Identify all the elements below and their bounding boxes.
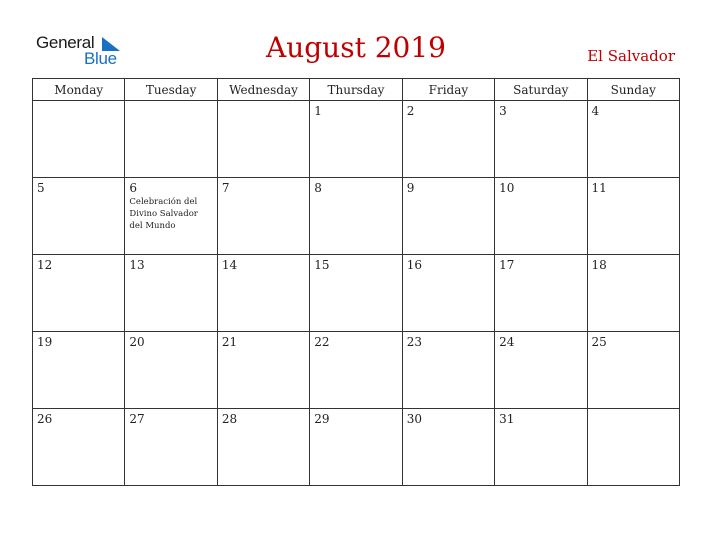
day-cell: [402, 409, 494, 486]
day-number: 10: [499, 181, 515, 195]
logo-text-blue: Blue: [84, 49, 117, 68]
day-cell: [33, 255, 125, 332]
day-number: 14: [221, 258, 238, 272]
day-cell: [310, 409, 402, 486]
week-row: [33, 255, 680, 332]
day-number: 12: [37, 258, 53, 272]
day-cell: [587, 255, 679, 332]
day-number: 24: [499, 335, 515, 349]
weekday-header: Friday: [402, 79, 494, 101]
day-cell: [217, 255, 309, 332]
country-label: El Salvador: [587, 47, 675, 65]
day-number: 31: [499, 412, 515, 426]
holiday-label: Celebración del Divino Salvador del Mundo: [129, 197, 198, 231]
day-cell: [125, 332, 217, 409]
day-number: 28: [221, 412, 238, 426]
day-cell: [310, 332, 402, 409]
week-row: [33, 409, 680, 486]
day-cell: [33, 178, 125, 255]
weekday-header: Monday: [33, 79, 125, 101]
day-cell: [402, 178, 494, 255]
day-cell: [33, 332, 125, 409]
calendar-grid: [32, 78, 680, 486]
weekday-header-row: [33, 79, 680, 101]
weekday-header: Thursday: [310, 79, 402, 101]
day-number: 26: [37, 412, 53, 426]
day-number: 6: [129, 181, 138, 195]
day-cell: [217, 101, 309, 178]
day-number: 22: [314, 335, 330, 349]
day-cell: [587, 332, 679, 409]
day-cell: [310, 255, 402, 332]
day-cell: [495, 101, 587, 178]
day-cell: [310, 178, 402, 255]
day-number: 25: [591, 335, 607, 349]
day-cell: [125, 178, 217, 255]
day-number: 23: [406, 335, 422, 349]
day-cell: [402, 332, 494, 409]
day-cell: [310, 101, 402, 178]
day-number: 5: [37, 181, 45, 195]
week-row: [33, 101, 680, 178]
day-cell: [217, 409, 309, 486]
logo-text-general: General: [36, 33, 95, 52]
day-number: 18: [591, 258, 607, 272]
day-number: 4: [591, 104, 600, 118]
day-number: 21: [221, 335, 238, 349]
week-row: [33, 178, 680, 255]
day-number: 15: [314, 258, 330, 272]
day-number: 13: [129, 258, 145, 272]
day-number: 30: [406, 412, 422, 426]
weekday-header: Wednesday: [217, 79, 309, 101]
day-number: 27: [129, 412, 145, 426]
page-title: August 2019: [266, 31, 446, 64]
day-cell: [495, 332, 587, 409]
day-number: 20: [129, 335, 145, 349]
day-cell: [402, 255, 494, 332]
day-cell: [402, 101, 494, 178]
day-cell: [495, 178, 587, 255]
day-cell: [495, 255, 587, 332]
day-cell: [33, 101, 125, 178]
day-number: 8: [314, 181, 322, 195]
day-cell: [33, 409, 125, 486]
day-number: 3: [499, 104, 507, 118]
day-number: 29: [314, 412, 330, 426]
day-cell: [587, 409, 679, 486]
day-number: 7: [221, 181, 230, 195]
day-cell: [217, 332, 309, 409]
day-cell: [217, 178, 309, 255]
day-cell: [125, 255, 217, 332]
day-number: 2: [406, 104, 415, 118]
day-cell: [495, 409, 587, 486]
day-number: 17: [499, 258, 515, 272]
day-number: 19: [37, 335, 53, 349]
day-cell: [587, 178, 679, 255]
day-cell: [587, 101, 679, 178]
week-row: [33, 332, 680, 409]
weekday-header: Tuesday: [125, 79, 217, 101]
day-number: 11: [591, 181, 607, 195]
weekday-header: Saturday: [495, 79, 587, 101]
weekday-header: Sunday: [587, 79, 679, 101]
day-number: 16: [406, 258, 422, 272]
day-cell: [125, 409, 217, 486]
day-number: 9: [406, 181, 415, 195]
calendar-body: [33, 101, 680, 486]
day-cell: [125, 101, 217, 178]
day-number: 1: [314, 104, 322, 118]
